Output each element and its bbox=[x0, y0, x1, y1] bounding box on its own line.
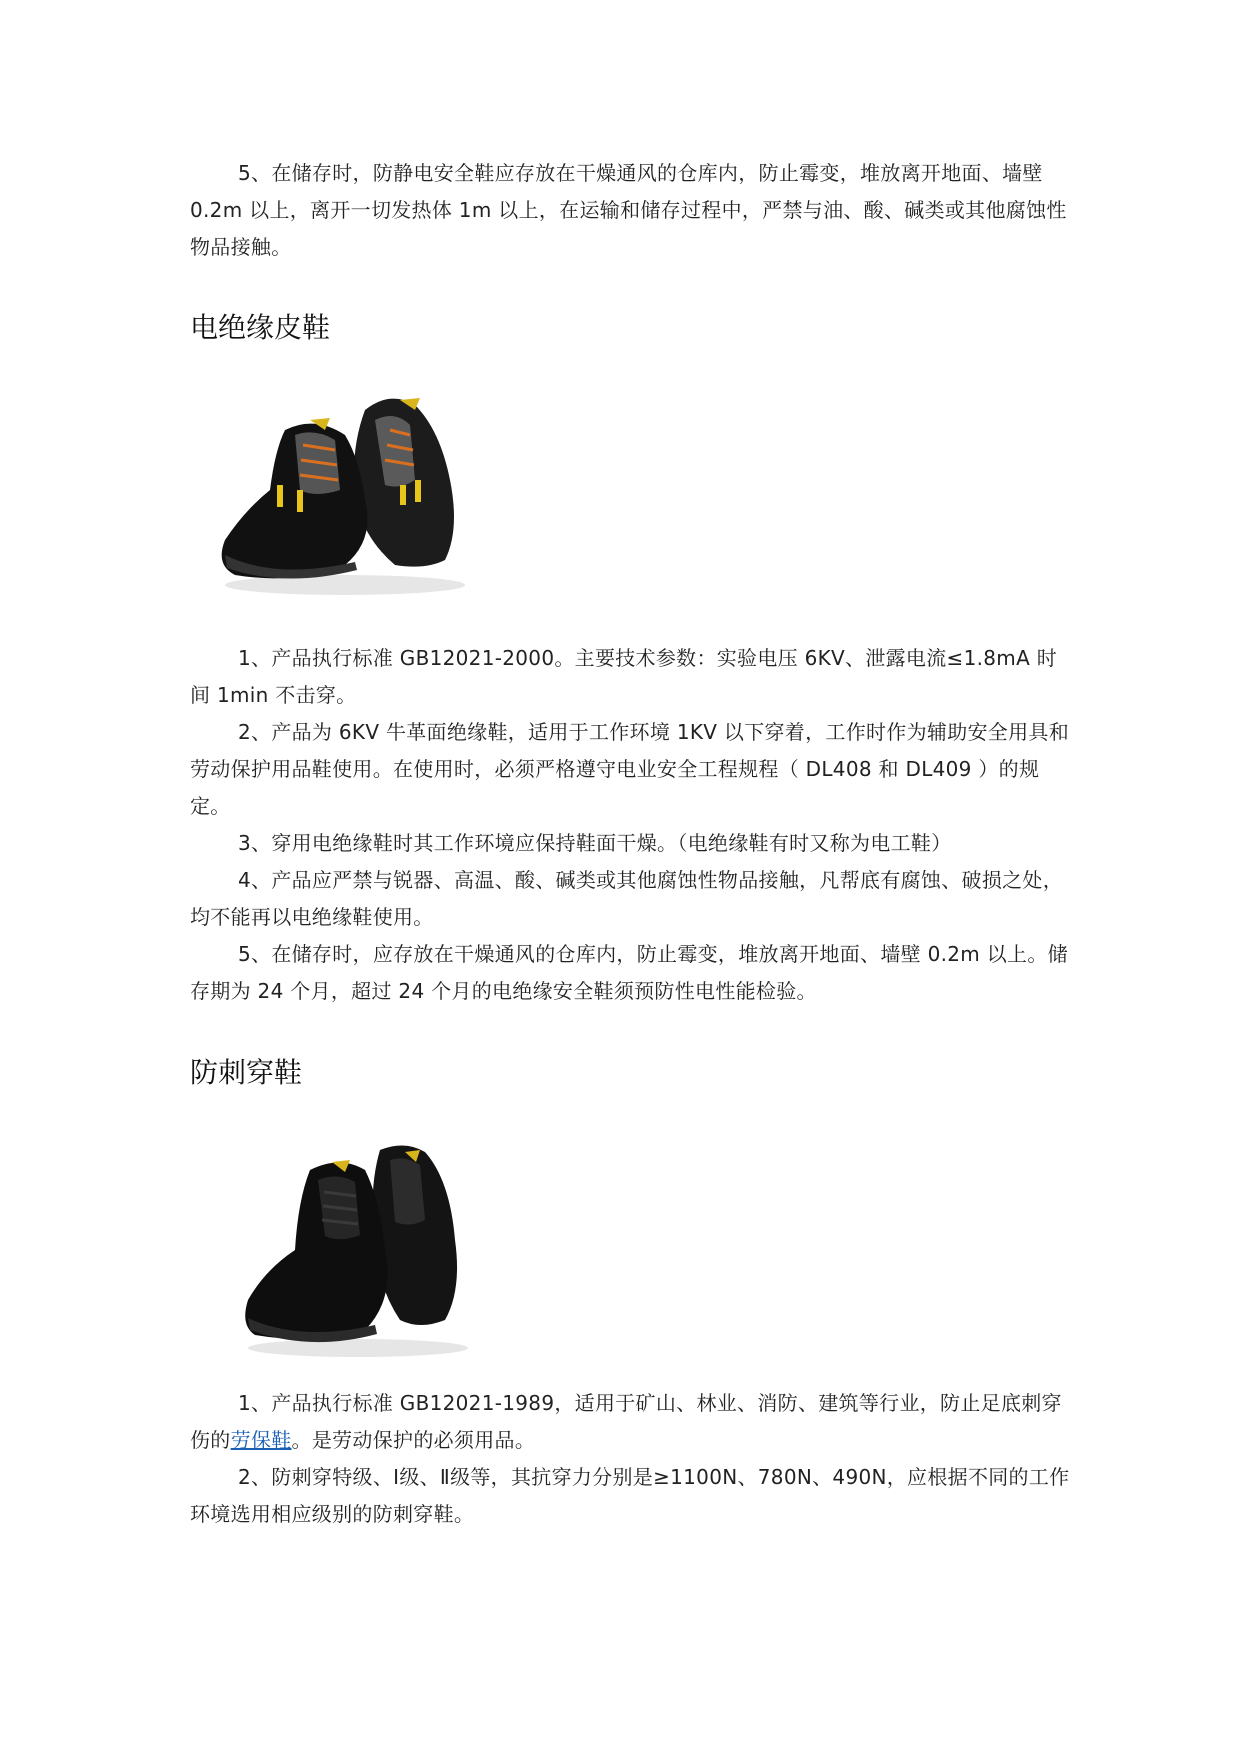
paragraph-standard-puncture-tail: 。是劳动保护的必须用品。 bbox=[291, 1428, 536, 1452]
paragraph-dry-environment: 3、穿用电绝缘鞋时其工作环境应保持鞋面干燥。（电绝缘鞋有时又称为电工鞋） bbox=[238, 831, 952, 855]
insulated-shoes-photo bbox=[215, 390, 475, 600]
heading-puncture-proof-shoes: 防刺穿鞋 bbox=[190, 1056, 303, 1089]
paragraph-usage-insulated: 2、产品为 6KV 牛革面绝缘鞋，适用于工作环境 1KV 以下穿着，工作时作为辅助安全用具和劳动保护用品鞋使用。在使用时，必须严格遵守电业安全工程规程（ DL408 和 DL409 ）的规定。 bbox=[190, 720, 1069, 818]
paragraph-storage-insulated: 5、在储存时，应存放在干燥通风的仓库内，防止霉变，堆放离开地面、墙壁 0.2m 以上。储存期为 24 个月，超过 24 个月的电绝缘安全鞋须预防性电性能检验。 bbox=[190, 942, 1068, 1003]
paragraph-standard-insulated: 1、产品执行标准 GB12021-2000。主要技术参数：实验电压 6KV、泄露电流≤1.8mA 时间 1min 不击穿。 bbox=[190, 646, 1058, 707]
paragraph-puncture-levels: 2、防刺穿特级、Ⅰ级、Ⅱ级等，其抗穿力分别是≥1100N、780N、490N，应根据不同的工作环境选用相应级别的防刺穿鞋。 bbox=[190, 1465, 1070, 1526]
safety-shoes-link[interactable]: 劳保鞋 bbox=[230, 1428, 292, 1452]
paragraph-standard-puncture-text: 1、产品执行标准 GB12021-1989，适用于矿山、林业、消防、建筑等行业，防止足底刺穿伤的 bbox=[190, 1391, 1062, 1452]
paragraph-storage-antistatic: 5、在储存时，防静电安全鞋应存放在干燥通风的仓库内，防止霉变，堆放离开地面、墙壁 0.2m 以上，离开一切发热体 1m 以上，在运输和储存过程中，严禁与油、酸、碱类或其他腐蚀性物品接触。 bbox=[190, 161, 1067, 259]
puncture-proof-shoes-photo bbox=[240, 1140, 475, 1360]
heading-insulated-shoes: 电绝缘皮鞋 bbox=[190, 311, 331, 344]
paragraph-standard-puncture bbox=[190, 1385, 1070, 1459]
paragraph-prohibitions: 4、产品应严禁与锐器、高温、酸、碱类或其他腐蚀性物品接触，凡帮底有腐蚀、破损之处，均不能再以电绝缘鞋使用。 bbox=[190, 868, 1064, 929]
